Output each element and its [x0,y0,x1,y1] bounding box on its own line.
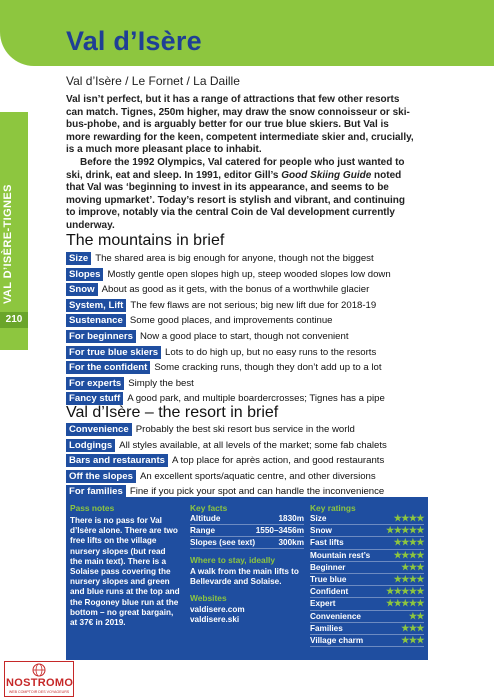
rating-label: Village charm [310,636,364,646]
rating-row [310,586,424,598]
mountains-list [66,252,426,408]
item-text: Simply the best [128,377,194,389]
fact-row [190,537,304,549]
stay-heading: Where to stay, ideally [190,555,276,565]
fact-value: 1550–3456m [255,526,304,535]
list-item [66,423,426,439]
item-label: Slopes [66,268,103,281]
website-link-2[interactable]: valdisere.ski [190,615,240,624]
star-rating-icon: ★★★★★ [386,586,424,597]
intro-paragraph-2-b: noted that Val was ‘beginning to invest in its appearance, and seems to be moving upmarket’. Today’s resort is stylish and vibrant, and continuing to improve, notably via the central Coin de Val development currently underway. [66,169,405,231]
rating-row [310,513,424,525]
item-text: Lots to do high up, but no easy runs to the resorts [165,346,377,358]
rating-label: Convenience [310,611,361,621]
star-rating-icon: ★★★★ [393,574,424,585]
rating-label: True blue [310,575,347,585]
list-item [66,330,426,346]
item-label: Bars and restaurants [66,454,168,467]
facts-box [66,497,428,660]
fact-value: 300km [278,538,304,547]
list-item [66,361,426,377]
fact-label: Range [190,526,216,535]
rating-label: Snow [310,526,332,536]
star-rating-icon: ★★★★ [393,537,424,548]
item-text: Some cracking runs, though they don’t add up to a lot [154,362,382,374]
resort-heading: Val d’Isère – the resort in brief [66,404,279,421]
item-label: For families [66,485,126,498]
rating-row [310,623,424,635]
item-text: Some good places, and improvements continue [129,315,333,327]
page-number: 210 [0,312,28,328]
item-text: Probably the best ski resort bus service in the world [135,424,355,435]
item-label: For the confident [66,361,150,374]
item-label: For experts [66,377,124,390]
rating-label: Expert [310,599,336,609]
item-label: Snow [66,283,98,296]
logo-name: NOSTROMO [6,677,74,689]
rating-label: Fast lifts [310,538,344,548]
list-item [66,299,426,315]
star-rating-icon: ★★★ [401,561,424,572]
item-label: Lodgings [66,439,115,452]
star-rating-icon: ★★★★★ [386,525,424,536]
fact-label: Slopes (see text) [190,538,256,547]
item-label: System, Lift [66,299,126,312]
resort-subtitle: Val d’Isère / Le Fornet / La Daille [66,74,240,88]
item-text: Fine if you pick your spot and can handle the inconvenience [129,486,385,498]
item-label: For beginners [66,330,136,343]
pass-notes-heading: Pass notes [70,503,115,513]
sidebar-chapter-label: VAL D’ISÈRE-TIGNES [2,184,14,304]
list-item [66,283,426,299]
item-label: Size [66,252,91,265]
rating-label: Mountain rest’s [310,550,371,560]
list-item [66,377,426,393]
fact-label: Altitude [190,514,221,523]
logo-tagline: WEB COMPTOIR DES VOYAGEURS [8,690,70,694]
star-rating-icon: ★★★ [401,635,424,646]
nostromo-logo [4,661,74,697]
mountains-heading: The mountains in brief [66,232,225,249]
item-label: Fancy stuff [66,392,123,405]
stay-text: A walk from the main lifts to Bellevarde and Solaise. [190,567,299,586]
rating-row [310,550,424,562]
rating-row [310,562,424,574]
rating-label: Confident [310,587,349,597]
star-rating-icon: ★★★★ [393,549,424,560]
list-item [66,439,426,455]
intro-text [66,94,416,233]
item-label: Sustenance [66,314,126,327]
pass-notes [70,497,180,628]
item-text: The few flaws are not serious; big new lift due for 2018-19 [130,299,377,311]
list-item [66,346,426,362]
rating-label: Beginner [310,562,346,572]
intro-paragraph-2-a: Before the 1992 Olympics, Val catered for people who just wanted to ski, drink, eat and sleep. In 1991, editor Gill’s [66,156,405,181]
item-text: An excellent sports/aquatic centre, and other diversions [139,470,376,482]
star-rating-icon: ★★★★★ [386,598,424,609]
star-rating-icon: ★★★★ [393,513,424,523]
globe-icon [26,663,52,677]
rating-row [310,525,424,537]
intro-book-title: Good Skiing Guide [281,169,372,181]
star-rating-icon: ★★★ [401,622,424,633]
resort-list [66,423,426,501]
rating-row [310,574,424,586]
item-text: Now a good place to start, though not convenient [139,330,349,342]
list-item [66,268,426,284]
fact-row [190,513,304,525]
item-text: Mostly gentle open slopes high up, steep wooded slopes low down [107,268,391,280]
item-label: Convenience [66,423,132,436]
item-label: For true blue skiers [66,346,161,359]
website-link-1[interactable]: valdisere.com [190,605,245,614]
item-text: A good park, and multiple boardercrosses; Tignes has a pipe [127,393,385,405]
intro-paragraph-2 [66,157,416,233]
pass-notes-text: There is no pass for Val d’Isère alone. There are two free lifts on the village nursery slopes (but read the main text). There is a Solaise pass covering the nursery slopes and green and blue runs at the top and the Rogoney blue run at the bottom – no great bargain, at 37€ in 2019. [70,516,180,628]
list-item [66,252,426,268]
rating-row [310,598,424,610]
star-rating-icon: ★★ [408,610,424,621]
list-item [66,454,426,470]
item-text: About as good as it gets, with the bonus of a worthwhile glacier [101,284,370,296]
intro-paragraph-1: Val isn’t perfect, but it has a range of attractions that few other resorts can match. Tignes, 250m higher, may draw the snow connoisseur or ski-bus-phobe, and is arguably better for our true blue skiers. But Val is more rewarding for the keen, competent intermediate skier and, crucially, is a much more pleasant place to inhabit. [66,94,414,156]
rating-row [310,611,424,623]
fact-row [190,525,304,537]
rating-row [310,537,424,549]
fact-value: 1830m [278,514,304,523]
rating-row [310,635,424,647]
key-facts [190,497,304,625]
key-ratings-heading: Key ratings [310,503,356,513]
rating-label: Size [310,514,327,523]
key-ratings [310,497,424,647]
item-text: The shared area is big enough for anyone, though not the biggest [95,253,374,264]
list-item [66,470,426,486]
websites-heading: Websites [190,593,227,603]
rating-label: Families [310,623,343,633]
item-text: A top place for après action, and good restaurants [171,455,385,467]
key-facts-heading: Key facts [190,503,228,513]
item-text: All styles available, at all levels of the market; some fab chalets [119,439,387,451]
list-item [66,314,426,330]
page-title: Val d’Isère [66,26,202,56]
item-label: Off the slopes [66,470,136,483]
